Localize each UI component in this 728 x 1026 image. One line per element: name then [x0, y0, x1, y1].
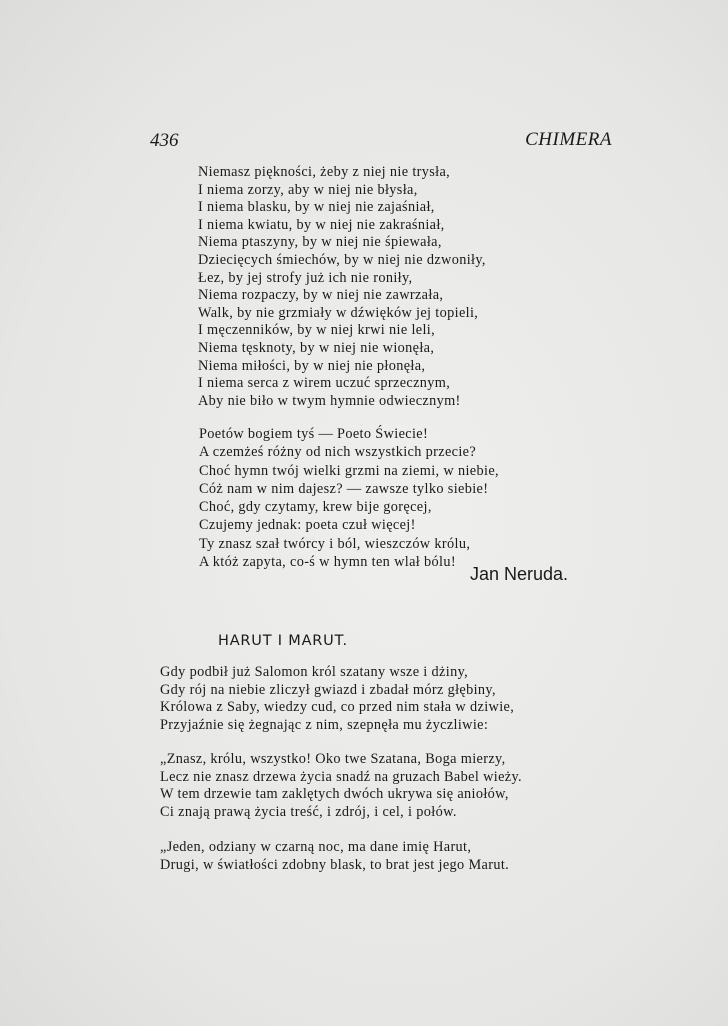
verse-line: Niema miłości, by w niej nie płonęła,	[198, 357, 426, 374]
verse-line: I niema blasku, by w niej nie zajaśniał,	[198, 199, 435, 216]
verse-line: Przyjaźnie się żegnając z nim, szepnęła mu życzliwie:	[160, 716, 489, 733]
running-head: CHIMERA	[525, 129, 612, 150]
page-number: 436	[150, 130, 179, 151]
verse-line: Niema ptaszyny, by w niej nie śpiewała,	[198, 234, 442, 251]
verse-line: Niema tęsknoty, by w niej nie wionęła,	[198, 339, 435, 356]
verse-line: Cóż nam w nim dajesz? — zawsze tylko siebie!	[199, 480, 489, 497]
verse-line: I niema serca z wirem uczuć sprzecznym,	[198, 375, 451, 392]
verse-line: Walk, by nie grzmiały w dźwięków jej topieli,	[198, 304, 479, 321]
verse-line: Choć hymn twój wielki grzmi na ziemi, w niebie,	[199, 462, 499, 479]
verse-line: „Jeden, odziany w czarną noc, ma dane imię Harut,	[160, 839, 472, 855]
poem2-stanza-2	[160, 751, 522, 821]
verse-line: I męczenników, by w niej krwi nie leli,	[198, 322, 436, 339]
poem1-stanza-1	[198, 164, 486, 410]
verse-line: „Znasz, królu, wszystko! Oko twe Szatana, Boga mierzy,	[160, 751, 506, 767]
author-signature: Jan Neruda.	[469, 564, 568, 584]
verse-line: Dziecięcych śmiechów, by w niej nie dzwoniły,	[198, 251, 486, 268]
verse-line: Drugi, w światłości zdobny blask, to brat jest jego Marut.	[160, 856, 510, 873]
poem2-stanza-1	[160, 664, 514, 734]
verse-line: Królowa z Saby, wiedzy cud, co przed nim stała w dziwie,	[160, 699, 515, 715]
verse-line: A któż zapyta, co-ś w hymn ten wlał bólu!	[199, 554, 456, 571]
verse-line: I niema kwiatu, by w niej nie zakraśniał,	[198, 216, 445, 233]
verse-line: Choć, gdy czytamy, krew bije goręcej,	[199, 499, 432, 516]
verse-line: Ci znają prawą życia treść, i zdrój, i cel, i połów.	[160, 803, 457, 820]
verse-line: Gdy podbił już Salomon król szatany wsze i dżiny,	[160, 664, 469, 680]
verse-line: Czujemy jednak: poeta czuł więcej!	[199, 517, 416, 534]
verse-line: Niema rozpaczy, by w niej nie zawrzała,	[198, 287, 444, 304]
verse-line: Łez, by jej strofy już ich nie roniły,	[198, 269, 413, 286]
verse-line: Aby nie biło w twym hymnie odwiecznym!	[198, 392, 461, 409]
poem-title: HARUT I MARUT.	[218, 633, 348, 649]
verse-line: Lecz nie znasz drzewa życia snadź na gruzach Babel wieży.	[160, 768, 522, 785]
verse-line: Gdy rój na niebie zliczył gwiazd i zbadał mórz głębiny,	[160, 681, 496, 698]
verse-line: W tem drzewie tam zaklętych dwóch ukrywa się aniołów,	[160, 786, 509, 802]
poem1-stanza-2	[199, 425, 499, 571]
verse-line: Niemasz piękności, żeby z niej nie trysła,	[198, 164, 451, 180]
verse-line: Poetów bogiem tyś — Poeto Świecie!	[199, 426, 429, 442]
verse-line: Ty znasz szał twórcy i ból, wieszczów królu,	[199, 535, 471, 552]
poem2-stanza-3	[160, 839, 509, 874]
verse-line: I niema zorzy, aby w niej nie błysła,	[198, 181, 418, 198]
verse-line: A czemżeś różny od nich wszystkich przecie?	[199, 444, 477, 461]
